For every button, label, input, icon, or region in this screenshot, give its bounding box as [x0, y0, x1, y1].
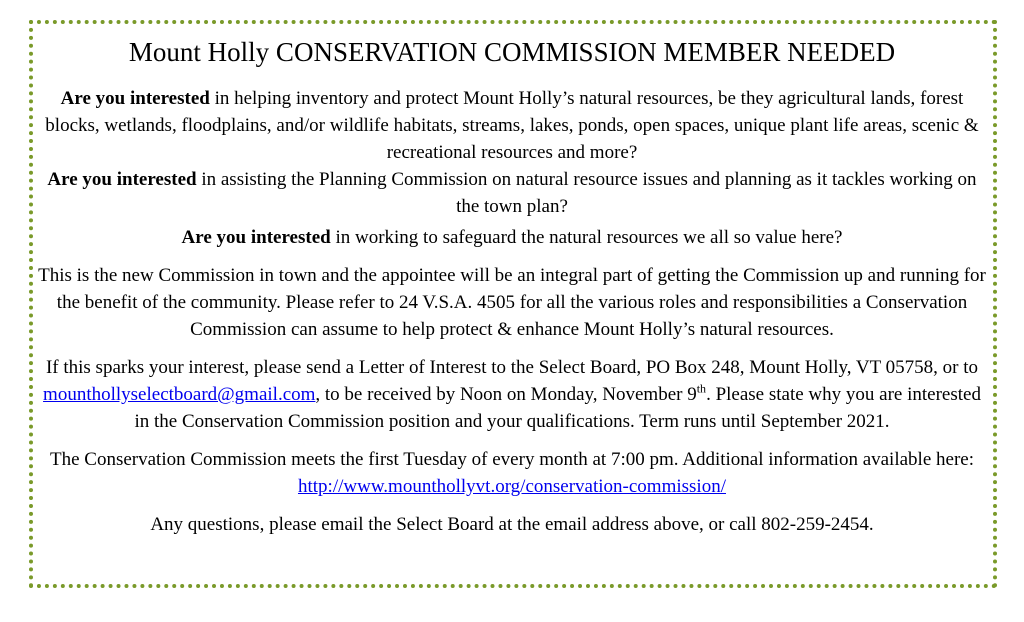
paragraph-meetings — [36, 446, 988, 500]
letter-text-middle: , to be received by Noon on Monday, November 9 — [315, 384, 697, 405]
email-link[interactable]: mounthollyselectboard@gmail.com — [43, 384, 316, 405]
paragraph-resources — [36, 85, 988, 166]
meetings-text: The Conservation Commission meets the first Tuesday of every month at 7:00 pm. Additional information available here: — [50, 449, 974, 470]
paragraph-planning-text: in assisting the Planning Commission on natural resource issues and planning as it tackles working on the town plan? — [196, 169, 977, 217]
date-suffix: th — [696, 381, 707, 396]
paragraph-resources-text: in helping inventory and protect Mount Holly’s natural resources, be they agricultural lands, forest blocks, wetlands, floodplains, and/or wildlife habitats, streams, lakes, ponds, open spaces, unique plant life areas, scenic & recreational resources and more? — [45, 88, 979, 163]
paragraph-safeguard-text: in working to safeguard the natural resources we all so value here? — [330, 227, 843, 248]
paragraph-safeguard-lead: Are you interested — [181, 227, 331, 248]
notice-content — [36, 36, 988, 538]
paragraph-safeguard — [36, 224, 988, 251]
paragraph-letter-of-interest — [36, 354, 988, 435]
website-link[interactable]: http://www.mounthollyvt.org/conservation-commission/ — [297, 476, 726, 497]
paragraph-questions: Any questions, please email the Select Board at the email address above, or call 802-259-2454. — [150, 514, 874, 535]
paragraph-new-commission: This is the new Commission in town and the appointee will be an integral part of getting the Commission up and running for the benefit of the community. Please refer to 24 V.S.A. 4505 for all the various roles and responsibilities a Conservation Commission can assume to help protect & enhance Mount Holly’s natural resources. — [38, 265, 986, 340]
paragraph-planning — [36, 166, 988, 220]
letter-text-after: . Please state why you are interested in the Conservation Commission position and your qualifications. Term runs until September 2021. — [134, 384, 981, 432]
paragraph-planning-lead: Are you interested — [47, 169, 197, 190]
letter-text-before: If this sparks your interest, please send a Letter of Interest to the Select Board, PO Box 248, Mount Holly, VT 05758, or to — [45, 357, 979, 378]
paragraph-resources-lead: Are you interested — [60, 88, 210, 109]
notice-title: Mount Holly CONSERVATION COMMISSION MEMBER NEEDED — [128, 37, 896, 67]
